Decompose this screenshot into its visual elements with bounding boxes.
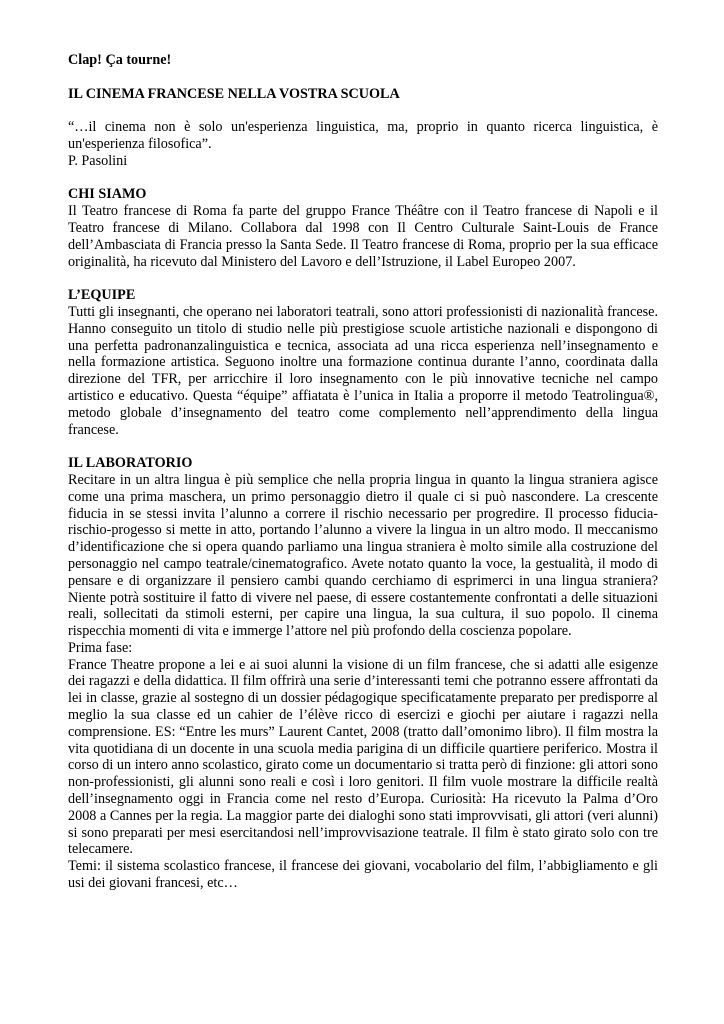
section-heading-chi-siamo: CHI SIAMO (68, 186, 147, 203)
section-paragraph: Tutti gli insegnanti, che operano nei laboratori teatrali, sono attori professionisti di nazionalità francese. Hanno conseguito un titolo di studio nelle più prestigiose scuole artistiche nazionali e dispongono di una perfetta padronanzalinguistica e tecnica, associata ad una ricca esperienza nell’insegnamento e nella formazione artistica. Seguono inoltre una formazione continua durante l’anno, coordinata dalla direzione del TFR, per arricchire il loro insegnamento con le più innovative tecniche nel campo artistico e educativo. Questa “équipe” affiatata è l’unica in Italia a proporre il metodo Teatrolingua®, metodo globale d’insegnamento del teatro come complemento nell’apprendimento della lingua francese. (68, 303, 658, 438)
document-title: Clap! Ça tourne! (68, 52, 172, 68)
section-paragraph: Il Teatro francese di Roma fa parte del gruppo France Théâtre con il Teatro francese di Napoli e il Teatro francese di Milano. Collabora dal 1998 con Il Centro Culturale Saint-Louis de France dell’Ambasciata di Francia presso la Santa Sede. Il Teatro francese di Roma, proprio per la sua efficace originalità, ha ricevuto dal Ministero del Lavoro e dell’Istruzione, il Label Europeo 2007. (68, 203, 658, 270)
section-heading-laboratorio: IL LABORATORIO (68, 455, 193, 472)
spacer (68, 170, 658, 187)
spacer (68, 270, 658, 287)
phase-label: Prima fase: (68, 639, 133, 656)
section-paragraph: Recitare in un altra lingua è più semplice che nella propria lingua in quanto la lingua straniera agisce come una prima maschera, un primo personaggio dietro il quale ci si può nascondere. La crescente fiducia in se stessi invita l’alunno a correre il rischio necessario per progredire. Il processo fiducia-rischio-progesso si mette in atto, portando l’alunno a vivere la lingua in un altro modo. Il meccanismo d’identificazione che si opera quando parliamo una lingua straniera è molto simile alla costruzione del personaggio nel campo teatrale/cinematografico. Avete notato quanto la voce, la gestualità, il modo di pensare e di organizzare il pensiero cambi quando cerchiamo di esprimerci in una lingua straniera? Niente potrà sostituire il fatto di vivere nel paese, di essere costantemente confrontati a delle situazioni reali, sollecitati da stimoli esterni, per capire una lingua, la sua cultura, il suo popolo. Il cinema rispecchia momenti di vita e immerge l’attore nel più profondo della coscienza popolare. (68, 471, 658, 640)
quote-text: “…il cinema non è solo un'esperienza linguistica, ma, proprio in quanto ricerca linguistica, è un'esperienza filosofica”. (68, 119, 658, 152)
document-subtitle: IL CINEMA FRANCESE NELLA VOSTRA SCUOLA (68, 85, 400, 102)
section-paragraph: France Theatre propone a lei e ai suoi alunni la visione di un film francese, che si adatti alle esigenze dei ragazzi e della didattica. Il film offrirà una serie d’interessanti temi che potranno essere affrontati da lei in classe, grazie al sostegno di un dossier pédagogique specificatamente preparato per predisporre al meglio la sua classe ed un cahier de l’élève ricco di esercizi e giochi per aiutare i ragazzi nella comprensione. ES: “Entre les murs” Laurent Cantet, 2008 (tratto dall’omonimo libro). Il film mostra la vita quotidiana di un docente in una scuola media parigina di un difficile quartiere periferico. Mostra il corso di un intero anno scolastico, girato come un documentario si tratta però di finzione: gli attori sono non-professionisti, gli alunni sono reali e così i loro genitori. Il film vuole mostrare la difficile realtà dell’insegnamento oggi in Francia come nel resto d’Europa. Curiosità: Ha ricevuto la Palma d’Oro 2008 a Cannes per la regia. La maggior parte dei dialoghi sono stati improvvisati, gli attori (veri alunni) si sono preparati per mesi esercitandosi nell’improvvisazione teatrale. Il film è stato girato solo con tre telecamere. (68, 656, 658, 858)
quote-author: P. Pasolini (68, 152, 128, 169)
spacer (68, 102, 658, 119)
themes-paragraph: Temi: il sistema scolastico francese, il francese dei giovani, vocabolario del film, l’abbigliamento e gli usi dei giovani francesi, etc… (68, 858, 658, 892)
spacer (68, 438, 658, 455)
spacer (68, 69, 658, 86)
section-heading-equipe: L’EQUIPE (68, 287, 136, 304)
